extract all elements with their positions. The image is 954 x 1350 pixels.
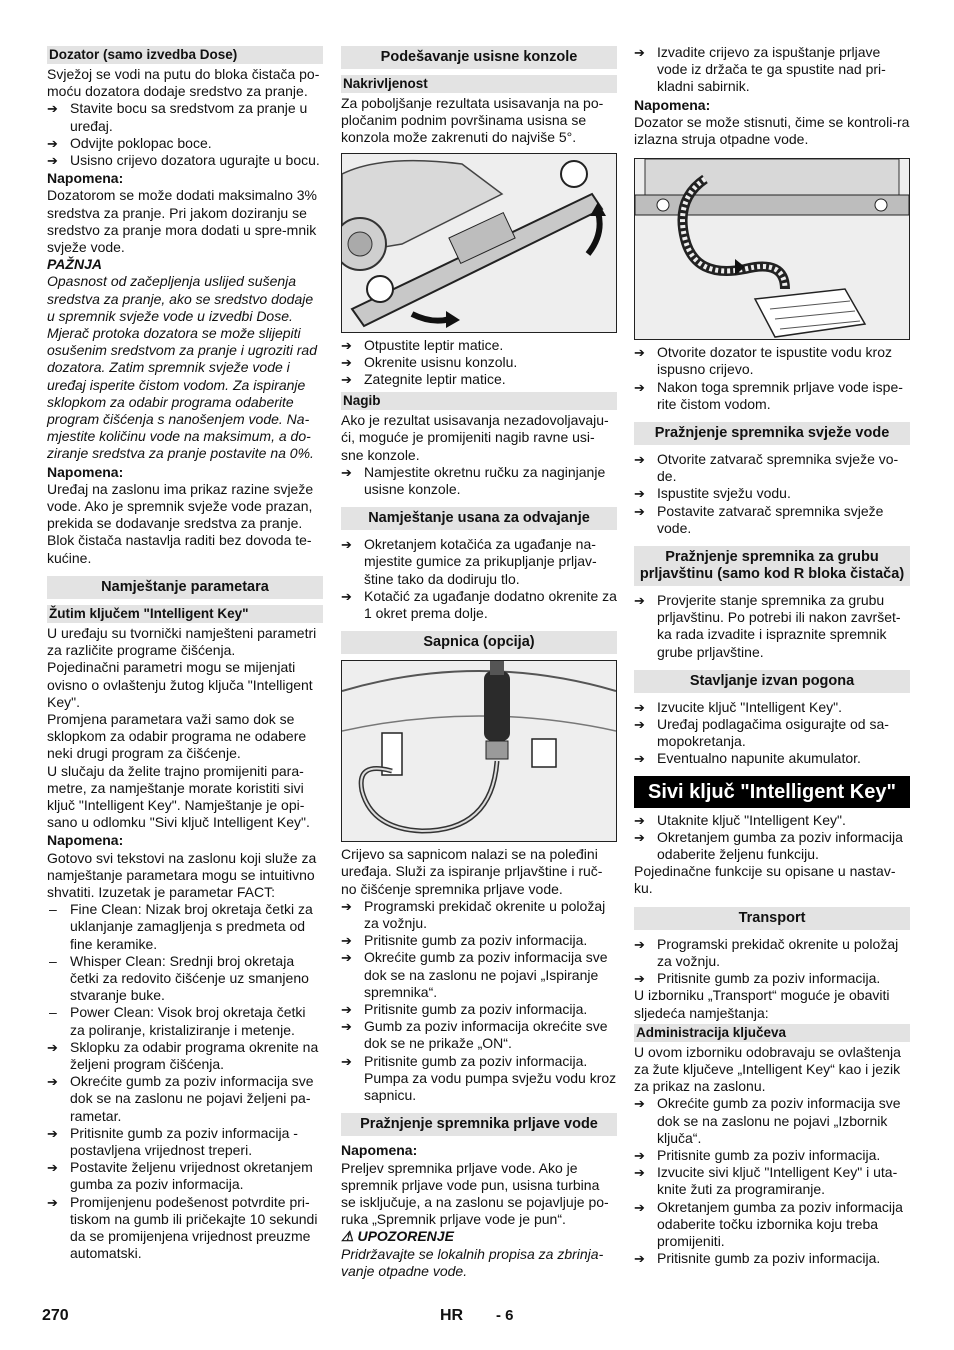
section-coarse-dirt: Pražnjenje spremnika za grubu prljavštinu (samo kod R bloka čistača): [634, 546, 910, 586]
section-nozzle: Sapnica (opcija): [341, 631, 617, 654]
step-list: [634, 451, 910, 537]
step-item: ➔ Kotačić za ugađanje dodatno okrenite za 1 okret prema dolje.: [341, 588, 617, 622]
step-item: ➔ Otpustite leptir matice.: [341, 337, 617, 354]
step-item: ➔ Pritisnite gumb za poziv informacija - postavljena vrijednost treperi.: [47, 1125, 323, 1159]
paragraph: Pojedinačni parametri mogu se mijenjati ovisno o ovlaštenju žutog ključa "Intelligent Key".: [47, 659, 313, 710]
paragraph: Pojedinačne funkcije su opisane u nastav-ku.: [634, 863, 896, 897]
fact-item: – Whisper Clean: Srednji broj okretaja četki za redovito čišćenje uz smanjeno stvaranje buke.: [47, 953, 323, 1005]
page-number: 270: [42, 1307, 69, 1324]
step-item: ➔ Izvadite crijevo za ispuštanje prljave vode iz držača te ga spustite nad pri-kladni sabirnik.: [634, 44, 910, 96]
section-fresh-water: Pražnjenje spremnika svježe vode: [634, 422, 910, 445]
step-list: [634, 812, 910, 864]
step-item: ➔ Pritisnite gumb za poziv informacija.: [634, 970, 910, 987]
step-item: ➔ Okretanjem gumba za poziv informacija odaberite točku izbornika koju treba promijeniti.: [634, 1199, 910, 1251]
fact-list: [47, 901, 323, 1039]
step-list: [47, 1039, 323, 1263]
figure-nozzle: [341, 660, 617, 842]
step-list: [634, 699, 910, 768]
note-label: Napomena:: [47, 170, 124, 187]
step-item: ➔ Programski prekidač okrenite u položaj za vožnju.: [341, 898, 617, 932]
heading-dozator: Dozator (samo izvedba Dose): [47, 46, 323, 64]
paragraph: Svježoj se vodi na putu do bloka čistača po-moću dozatora dodaje sredstvo za pranje.: [47, 66, 320, 100]
heading-admin: Administracija ključeva: [634, 1024, 910, 1042]
fact-item: – Fine Clean: Nizak broj okretaja četki za uklanjanje zamagljenja s predmeta od fine keramike.: [47, 901, 323, 953]
step-item: ➔ Odvijte poklopac boce.: [47, 135, 323, 152]
step-item: ➔ Promijenjenu podešenost potvrdite pri-tiskom na gumb ili pričekajte 10 sekundi da se promijenjena vrijednost preuzme automatski.: [47, 1194, 323, 1263]
section-console: Podešavanje usisne konzole: [341, 46, 617, 69]
warning-label-text: UPOZORENJE: [357, 1228, 454, 1245]
warning-icon: ⚠: [341, 1228, 354, 1245]
step-item: ➔ Postavite zatvarač spremnika svježe vode.: [634, 503, 910, 537]
paragraph: Ako je rezultat usisavanja nezadovoljavaju-ći, moguće je promijeniti nagib ravne usi-sne konzole.: [341, 412, 609, 463]
paragraph: U slučaju da želite trajno promijeniti para-metre, za namještanje morate koristiti sivi ključ "Intelligent Key". Namještanje je opi-sano u odlomku "Sivi ključ Intelligent Key".: [47, 762, 310, 831]
step-list: [634, 936, 910, 988]
section-params: Namještanje parametara: [47, 576, 323, 599]
language-code: HR: [440, 1307, 464, 1324]
column-right: [634, 44, 910, 1267]
step-item: ➔ Okretanjem gumba za poziv informacija odaberite željenu funkciju.: [634, 829, 910, 863]
step-item: ➔ Otvorite zatvarač spremnika svježe vo-de.: [634, 451, 910, 485]
sub-page-number: - 6: [496, 1307, 514, 1324]
heading-yellow-key: Žutim ključem "Intelligent Key": [47, 605, 323, 623]
note-label: Napomena:: [47, 832, 124, 849]
step-item: ➔ Izvucite sivi ključ "Intelligent Key" i uta-knite žuti za programiranje.: [634, 1164, 910, 1198]
section-transport: Transport: [634, 907, 910, 930]
step-item: ➔ Pritisnite gumb za poziv informacija. Pumpa za vodu pumpa svježu vodu kroz sapnicu.: [341, 1053, 617, 1105]
step-item: ➔ Namjestite okretnu ručku za naginjanje usisne konzole.: [341, 464, 617, 498]
step-item: ➔ Usisno crijevo dozatora ugurajte u bocu.: [47, 152, 323, 169]
heading-incline: Nagib: [341, 392, 617, 410]
section-dirty-water: Pražnjenje spremnika prljave vode: [341, 1113, 617, 1136]
step-item: ➔ Okrećite gumb za poziv informacija sve dok se na zaslonu ne pojavi „Ispiranje spremnika“.: [341, 949, 617, 1001]
paragraph: U uređaju su tvornički namješteni parametri za različite programe čišćenja.: [47, 624, 317, 659]
step-item: ➔ Okrećite gumb za poziv informacija sve dok se na zaslonu ne pojavi „Izbornik ključa“.: [634, 1095, 910, 1147]
step-item: ➔ Provjerite stanje spremnika za grubu prljavštinu. Po potrebi ili nakon završet-ka rada izvadite i ispraznite spremnik grube prljavštine.: [634, 592, 910, 661]
section-lip: Namještanje usana za odvajanje: [341, 507, 617, 530]
step-item: ➔ Okrećite gumb za poziv informacija sve dok se na zaslonu ne pojavi željeni pa-rametar.: [47, 1073, 323, 1125]
step-item: ➔ Ispustite svježu vodu.: [634, 485, 910, 502]
step-item: ➔ Sklopku za odabir programa okrenite na željeni program čišćenja.: [47, 1039, 323, 1073]
column-middle: [341, 44, 617, 1280]
drain-hose-illustration: [635, 159, 909, 339]
step-item: ➔ Gumb za poziv informacija okrećite sve dok se ne prikaže „ON“.: [341, 1018, 617, 1052]
nozzle-illustration: [342, 661, 616, 841]
step-item: ➔ Izvucite ključ "Intelligent Key".: [634, 699, 910, 716]
note-label: Napomena:: [634, 96, 711, 113]
step-item: ➔ Postavite željenu vrijednost okretanjem gumba za poziv informacija.: [47, 1159, 323, 1193]
note-text: Preljev spremnika prljave vode. Ako je spremnik prljave vode pun, usisna turbina se isključuje, a na zaslonu se pojavljuje po-ruka „Spremnik prljave vode je pun“.: [341, 1159, 609, 1228]
step-item: ➔ Utaknite ključ "Intelligent Key".: [634, 812, 910, 829]
warning-label: [341, 1228, 617, 1245]
chapter-title: Sivi ključ "Intelligent Key": [634, 776, 910, 808]
step-item: ➔ Nakon toga spremnik prljave vode ispe-rite čistom vodom.: [634, 379, 910, 413]
step-list: [634, 344, 910, 413]
step-item: ➔ Okretanjem kotačića za ugađanje na-mjestite gumice za prikupljanje prljav-štine tako da dodiruju tlo.: [341, 536, 617, 588]
column-left: [47, 44, 323, 1262]
step-item: ➔ Zategnite leptir matice.: [341, 371, 617, 388]
paragraph: Crijevo sa sapnicom nalazi se na poleđini uređaja. Služi za ispiranje prljavštine i ruč-no čišćenje spremnika prljave vode.: [341, 846, 603, 897]
caution-text: Opasnost od začepljenja uslijed sušenja sredstva za pranje, ako se sredstvo dodaje u spremnik svježe vode u izvedbi Dose. Mjerač protoka dozatora se može slijepiti osušenim sredstvom za pranje i ugroziti rad dozatora. Zatim spremnik svježe vode i uređaj isperite čistom vodom. Za ispiranje sklopkom za odabir programa odaberite program čišćenja s nanošenjem vode. Na-mjestite količinu vode na maksimum, a do-ziranje sredstva za pranje postavite na 0%.: [47, 273, 318, 462]
step-item: ➔ Pritisnite gumb za poziv informacija.: [634, 1250, 910, 1267]
note-label: Napomena:: [341, 1142, 418, 1159]
step-item: ➔ Pritisnite gumb za poziv informacija.: [634, 1147, 910, 1164]
step-list: [341, 337, 617, 389]
note-text: Gotovo svi tekstovi na zaslonu koji služe za namještanje parametara mogu se intuitivno shvatiti. Izuzetak je parametar FACT:: [47, 849, 317, 900]
warning-text: Pridržavajte se lokalnih propisa za zbrinja-vanje otpadne vode.: [341, 1245, 604, 1279]
note-text: Dozator se može stisnuti, čime se kontroli-ra izlazna struja otpadne vode.: [634, 113, 910, 148]
step-item: ➔ Pritisnite gumb za poziv informacija.: [341, 932, 617, 949]
step-item: ➔ Pritisnite gumb za poziv informacija.: [341, 1001, 617, 1018]
paragraph: Promjena parametara važi samo dok se sklopkom za odabir programa ne odabere neki drugi program za čišćenje.: [47, 710, 307, 762]
note-label: Napomena:: [47, 463, 124, 480]
paragraph: U izborniku „Transport“ moguće je obaviti sljedeća namještanja:: [634, 987, 890, 1021]
fact-item: – Power Clean: Visok broj okretaja četki za poliranje, kristaliziranje i metenje.: [47, 1004, 323, 1038]
caution-label: PAŽNJA: [47, 256, 102, 273]
paragraph: U ovom izborniku odobravaju se ovlaštenja za žute ključeve „Intelligent Key“ kao i jezik za prikaz na zaslonu.: [634, 1043, 901, 1095]
step-list: [634, 1095, 910, 1267]
paragraph: Za poboljšanje rezultata usisavanja na po-pločanim podnim površinama usisna se konzola može zakrenuti do najviše 5°.: [341, 95, 604, 146]
step-list: [341, 536, 617, 622]
step-item: ➔ Stavite bocu sa sredstvom za pranje u uređaj.: [47, 100, 323, 134]
step-item: ➔ Otvorite dozator te ispustite vodu kroz ispusno crijevo.: [634, 344, 910, 378]
section-shutdown: Stavljanje izvan pogona: [634, 670, 910, 693]
squeegee-illustration: [342, 154, 616, 332]
note-text: Dozatorom se može dodati maksimalno 3% sredstva za pranje. Pri jakom doziranju se sredstvo za pranje mora dodati u spre-mnik svježe vode.: [47, 187, 318, 256]
step-item: ➔ Eventualno napunite akumulator.: [634, 750, 910, 767]
step-item: ➔ Programski prekidač okrenite u položaj za vožnju.: [634, 936, 910, 970]
step-list: [47, 100, 323, 169]
step-item: ➔ Uređaj podlagačima osigurajte od sa-mopokretanja.: [634, 716, 910, 750]
step-item: ➔ Okrenite usisnu konzolu.: [341, 354, 617, 371]
note-text: Uređaj na zaslonu ima prikaz razine svježe vode. Ako je spremnik svježe vode prazan, prekida se dodavanje sredstva za pranje. Blok čistača nastavlja raditi bez dovoda te-kućine.: [47, 480, 314, 566]
step-list: [341, 898, 617, 1104]
figure-squeegee-tilt: [341, 153, 617, 333]
figure-drain-hose: [634, 158, 910, 340]
heading-tilt: Nakrivljenost: [341, 75, 617, 93]
